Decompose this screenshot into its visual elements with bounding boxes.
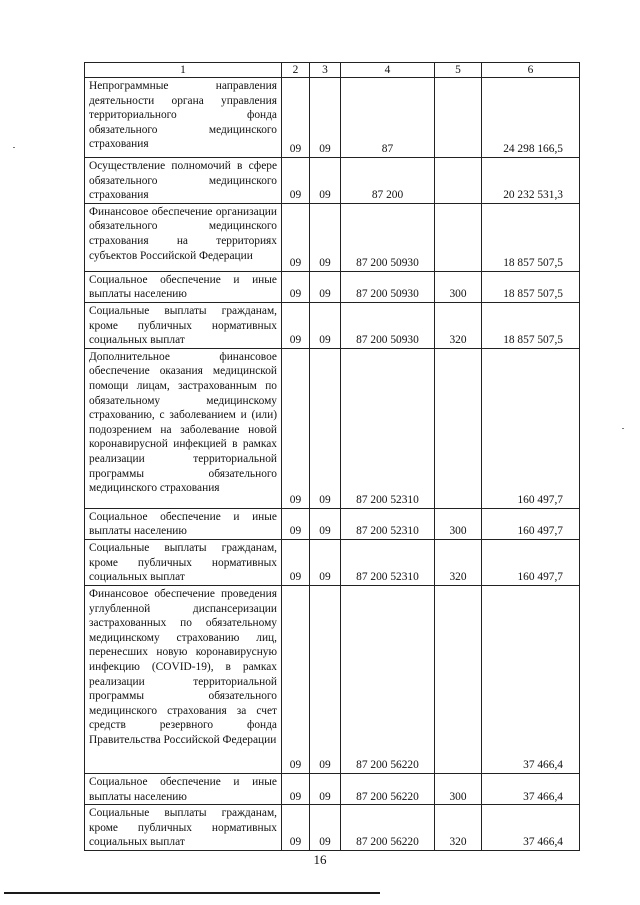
expense-type-cell: 320 [435, 539, 482, 585]
expense-type-cell: 300 [435, 508, 482, 539]
section-code-cell: 09 [282, 508, 310, 539]
subsection-code-cell: 09 [310, 805, 341, 851]
target-article-cell: 87 200 52310 [341, 508, 435, 539]
column-header: 4 [341, 63, 435, 78]
amount-cell: 24 298 166,5 [482, 78, 580, 158]
table-header-row [85, 63, 580, 78]
row-name-cell: Социальное обеспечение и иные выплаты населению [85, 271, 282, 302]
subsection-code-cell: 09 [310, 773, 341, 804]
section-code-cell: 09 [282, 539, 310, 585]
table-row [85, 805, 580, 851]
section-code-cell: 09 [282, 271, 310, 302]
subsection-code-cell: 09 [310, 348, 341, 508]
section-code-cell: 09 [282, 203, 310, 271]
column-header: 3 [310, 63, 341, 78]
scan-speck [622, 428, 624, 429]
expense-type-cell [435, 348, 482, 508]
subsection-code-cell: 09 [310, 203, 341, 271]
section-code-cell: 09 [282, 773, 310, 804]
section-code-cell: 09 [282, 302, 310, 348]
row-name-cell: Финансовое обеспечение организации обязательного медицинского страхования на территориях субъектов Российской Федерации [85, 203, 282, 271]
amount-cell: 20 232 531,3 [482, 158, 580, 204]
target-article-cell: 87 200 52310 [341, 348, 435, 508]
column-header: 1 [85, 63, 282, 78]
subsection-code-cell: 09 [310, 539, 341, 585]
target-article-cell: 87 200 56220 [341, 805, 435, 851]
subsection-code-cell: 09 [310, 508, 341, 539]
column-header: 2 [282, 63, 310, 78]
table-row [85, 271, 580, 302]
expense-type-cell [435, 78, 482, 158]
expense-type-cell: 320 [435, 302, 482, 348]
table-row [85, 158, 580, 204]
target-article-cell: 87 200 50930 [341, 271, 435, 302]
subsection-code-cell: 09 [310, 302, 341, 348]
table-row [85, 78, 580, 158]
table-row [85, 773, 580, 804]
amount-cell: 160 497,7 [482, 539, 580, 585]
amount-cell: 18 857 507,5 [482, 203, 580, 271]
table-row [85, 585, 580, 773]
row-name-cell: Социальные выплаты гражданам, кроме публичных нормативных социальных выплат [85, 805, 282, 851]
amount-cell: 37 466,4 [482, 773, 580, 804]
row-name-cell: Социальное обеспечение и иные выплаты населению [85, 508, 282, 539]
expense-type-cell: 300 [435, 271, 482, 302]
table-row [85, 348, 580, 508]
expense-type-cell: 300 [435, 773, 482, 804]
expense-type-cell [435, 158, 482, 204]
section-code-cell: 09 [282, 805, 310, 851]
target-article-cell: 87 200 52310 [341, 539, 435, 585]
amount-cell: 160 497,7 [482, 348, 580, 508]
row-name-cell: Социальное обеспечение и иные выплаты населению [85, 773, 282, 804]
row-name-cell: Социальные выплаты гражданам, кроме публичных нормативных социальных выплат [85, 539, 282, 585]
table-row [85, 508, 580, 539]
table-row [85, 302, 580, 348]
section-code-cell: 09 [282, 158, 310, 204]
target-article-cell: 87 200 56220 [341, 585, 435, 773]
row-name-cell: Дополнительное финансовое обеспечение оказания медицинской помощи лицам, застрахованным по обязательному медицинскому страхованию, с заболеванием и (или) подозрением на заболевание новой коронавирусной инфекцией в рамках реализации территориальной программы обязательного медицинского страхования [85, 348, 282, 508]
target-article-cell: 87 200 56220 [341, 773, 435, 804]
amount-cell: 160 497,7 [482, 508, 580, 539]
expense-type-cell [435, 203, 482, 271]
budget-table [84, 62, 580, 851]
section-code-cell: 09 [282, 585, 310, 773]
amount-cell: 37 466,4 [482, 805, 580, 851]
subsection-code-cell: 09 [310, 158, 341, 204]
row-name-cell: Социальные выплаты гражданам, кроме публичных нормативных социальных выплат [85, 302, 282, 348]
scan-artifact-line [4, 892, 380, 894]
target-article-cell: 87 [341, 78, 435, 158]
amount-cell: 18 857 507,5 [482, 302, 580, 348]
subsection-code-cell: 09 [310, 585, 341, 773]
expense-type-cell [435, 585, 482, 773]
target-article-cell: 87 200 50930 [341, 203, 435, 271]
subsection-code-cell: 09 [310, 271, 341, 302]
table-row [85, 203, 580, 271]
section-code-cell: 09 [282, 348, 310, 508]
target-article-cell: 87 200 [341, 158, 435, 204]
column-header: 5 [435, 63, 482, 78]
expense-type-cell: 320 [435, 805, 482, 851]
column-header: 6 [482, 63, 580, 78]
scan-speck [13, 147, 15, 148]
subsection-code-cell: 09 [310, 78, 341, 158]
target-article-cell: 87 200 50930 [341, 302, 435, 348]
row-name-cell: Финансовое обеспечение проведения углубленной диспансеризации застрахованных по обязательному медицинскому страхованию лиц, перенесших новую коронавирусную инфекцию (COVID-19), в рамках реализации территориальной программы обязательного медицинского страхования за счет средств резервного фонда Правительства Российской Федерации [85, 585, 282, 773]
section-code-cell: 09 [282, 78, 310, 158]
amount-cell: 18 857 507,5 [482, 271, 580, 302]
row-name-cell: Осуществление полномочий в сфере обязательного медицинского страхования [85, 158, 282, 204]
amount-cell: 37 466,4 [482, 585, 580, 773]
page-number: 16 [313, 852, 327, 867]
row-name-cell: Непрограммные направления деятельности органа управления территориального фонда обязательного медицинского страхования [85, 78, 282, 158]
table-row [85, 539, 580, 585]
